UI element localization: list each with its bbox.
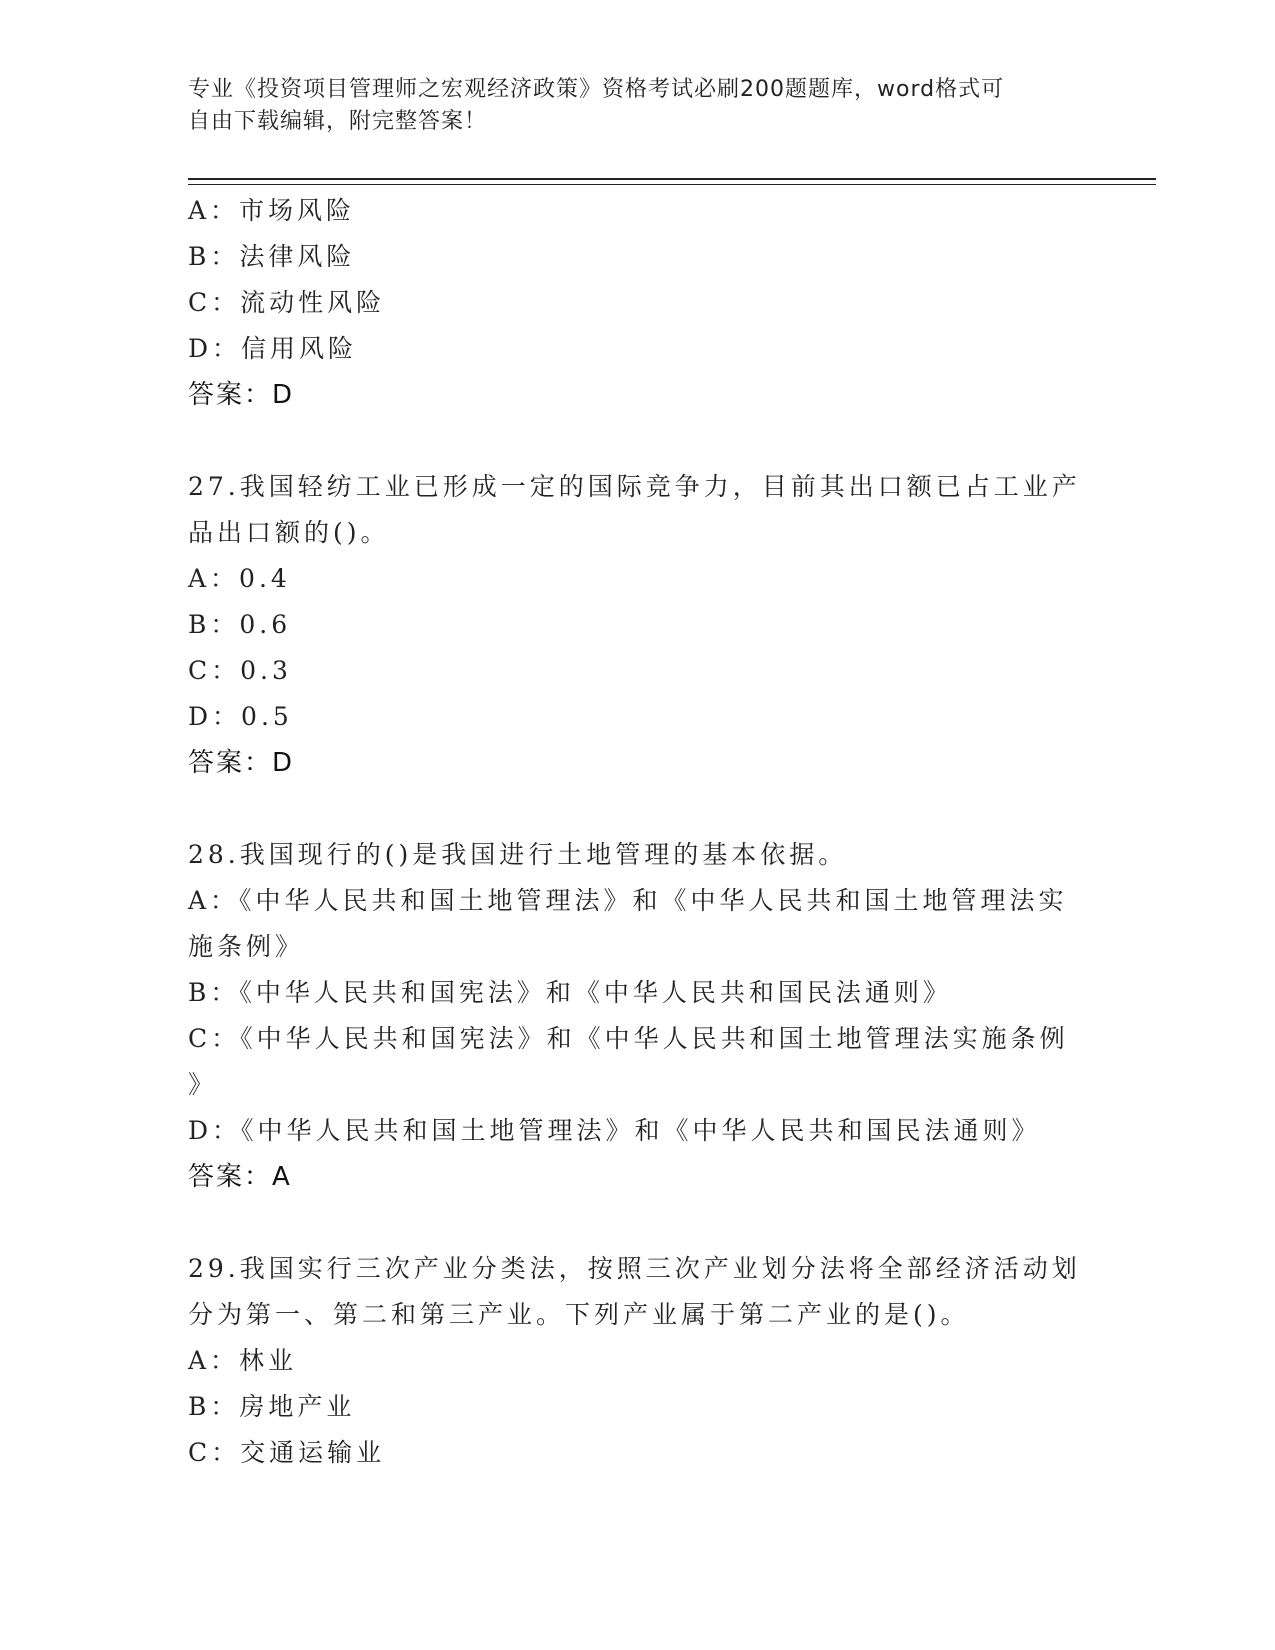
q28-option-b: B：《中华人民共和国宪法》和《中华人民共和国民法通则》	[188, 978, 952, 1007]
header-line-1: 专业《投资项目管理师之宏观经济政策》资格考试必刷200题题库，word格式可	[188, 77, 1005, 102]
q29-option-b: B：房地产业	[188, 1392, 356, 1421]
question-26-block	[188, 188, 1088, 418]
q29-stem-line-2: 分为第一、第二和第三产业。下列产业属于第二产业的是()。	[188, 1300, 970, 1329]
q27-option-b: B：0.6	[188, 610, 292, 639]
q29-option-a: A：林业	[188, 1346, 298, 1375]
question-list	[188, 188, 1088, 1476]
q27-stem-line-1: 27.我国轻纺工业已形成一定的国际竞争力，目前其出口额已占工业产	[188, 472, 1081, 501]
q28-option-d: D：《中华人民共和国土地管理法》和《中华人民共和国民法通则》	[188, 1116, 1041, 1145]
q27-option-a: A：0.4	[188, 564, 291, 593]
question-27-block	[188, 464, 1088, 786]
question-28-block	[188, 832, 1088, 1200]
q26-option-b: B：法律风险	[188, 242, 356, 271]
q27-stem-line-2: 品出口额的()。	[188, 518, 390, 547]
question-gap	[188, 786, 1088, 832]
q28-stem: 28.我国现行的()是我国进行土地管理的基本依据。	[188, 840, 848, 869]
q28-option-a-line-2: 施条例》	[188, 932, 305, 961]
q27-answer: 答案：D	[188, 748, 295, 778]
q27-option-d: D：0.5	[188, 702, 293, 731]
q26-option-a: A：市场风险	[188, 196, 356, 225]
q29-stem-line-1: 29.我国实行三次产业分类法，按照三次产业划分法将全部经济活动划	[188, 1254, 1081, 1283]
q28-option-c-line-1: C：《中华人民共和国宪法》和《中华人民共和国土地管理法实施条例	[188, 1024, 1069, 1053]
q26-answer: 答案：D	[188, 380, 295, 410]
question-gap	[188, 418, 1088, 464]
header-divider-thin	[188, 184, 1156, 185]
q28-option-a-line-1: A：《中华人民共和国土地管理法》和《中华人民共和国土地管理法实	[188, 886, 1068, 915]
question-29-block	[188, 1246, 1088, 1476]
q26-option-d: D：信用风险	[188, 334, 358, 363]
q29-option-c: C：交通运输业	[188, 1438, 386, 1467]
q28-option-c-line-2: 》	[188, 1070, 218, 1099]
q28-answer: 答案：A	[188, 1162, 292, 1192]
header-divider-thick	[188, 178, 1156, 180]
question-gap	[188, 1200, 1088, 1246]
q27-option-c: C：0.3	[188, 656, 292, 685]
q26-option-c: C：流动性风险	[188, 288, 386, 317]
header-line-2: 自由下载编辑，附完整答案！	[188, 109, 488, 134]
document-header	[188, 74, 1068, 138]
